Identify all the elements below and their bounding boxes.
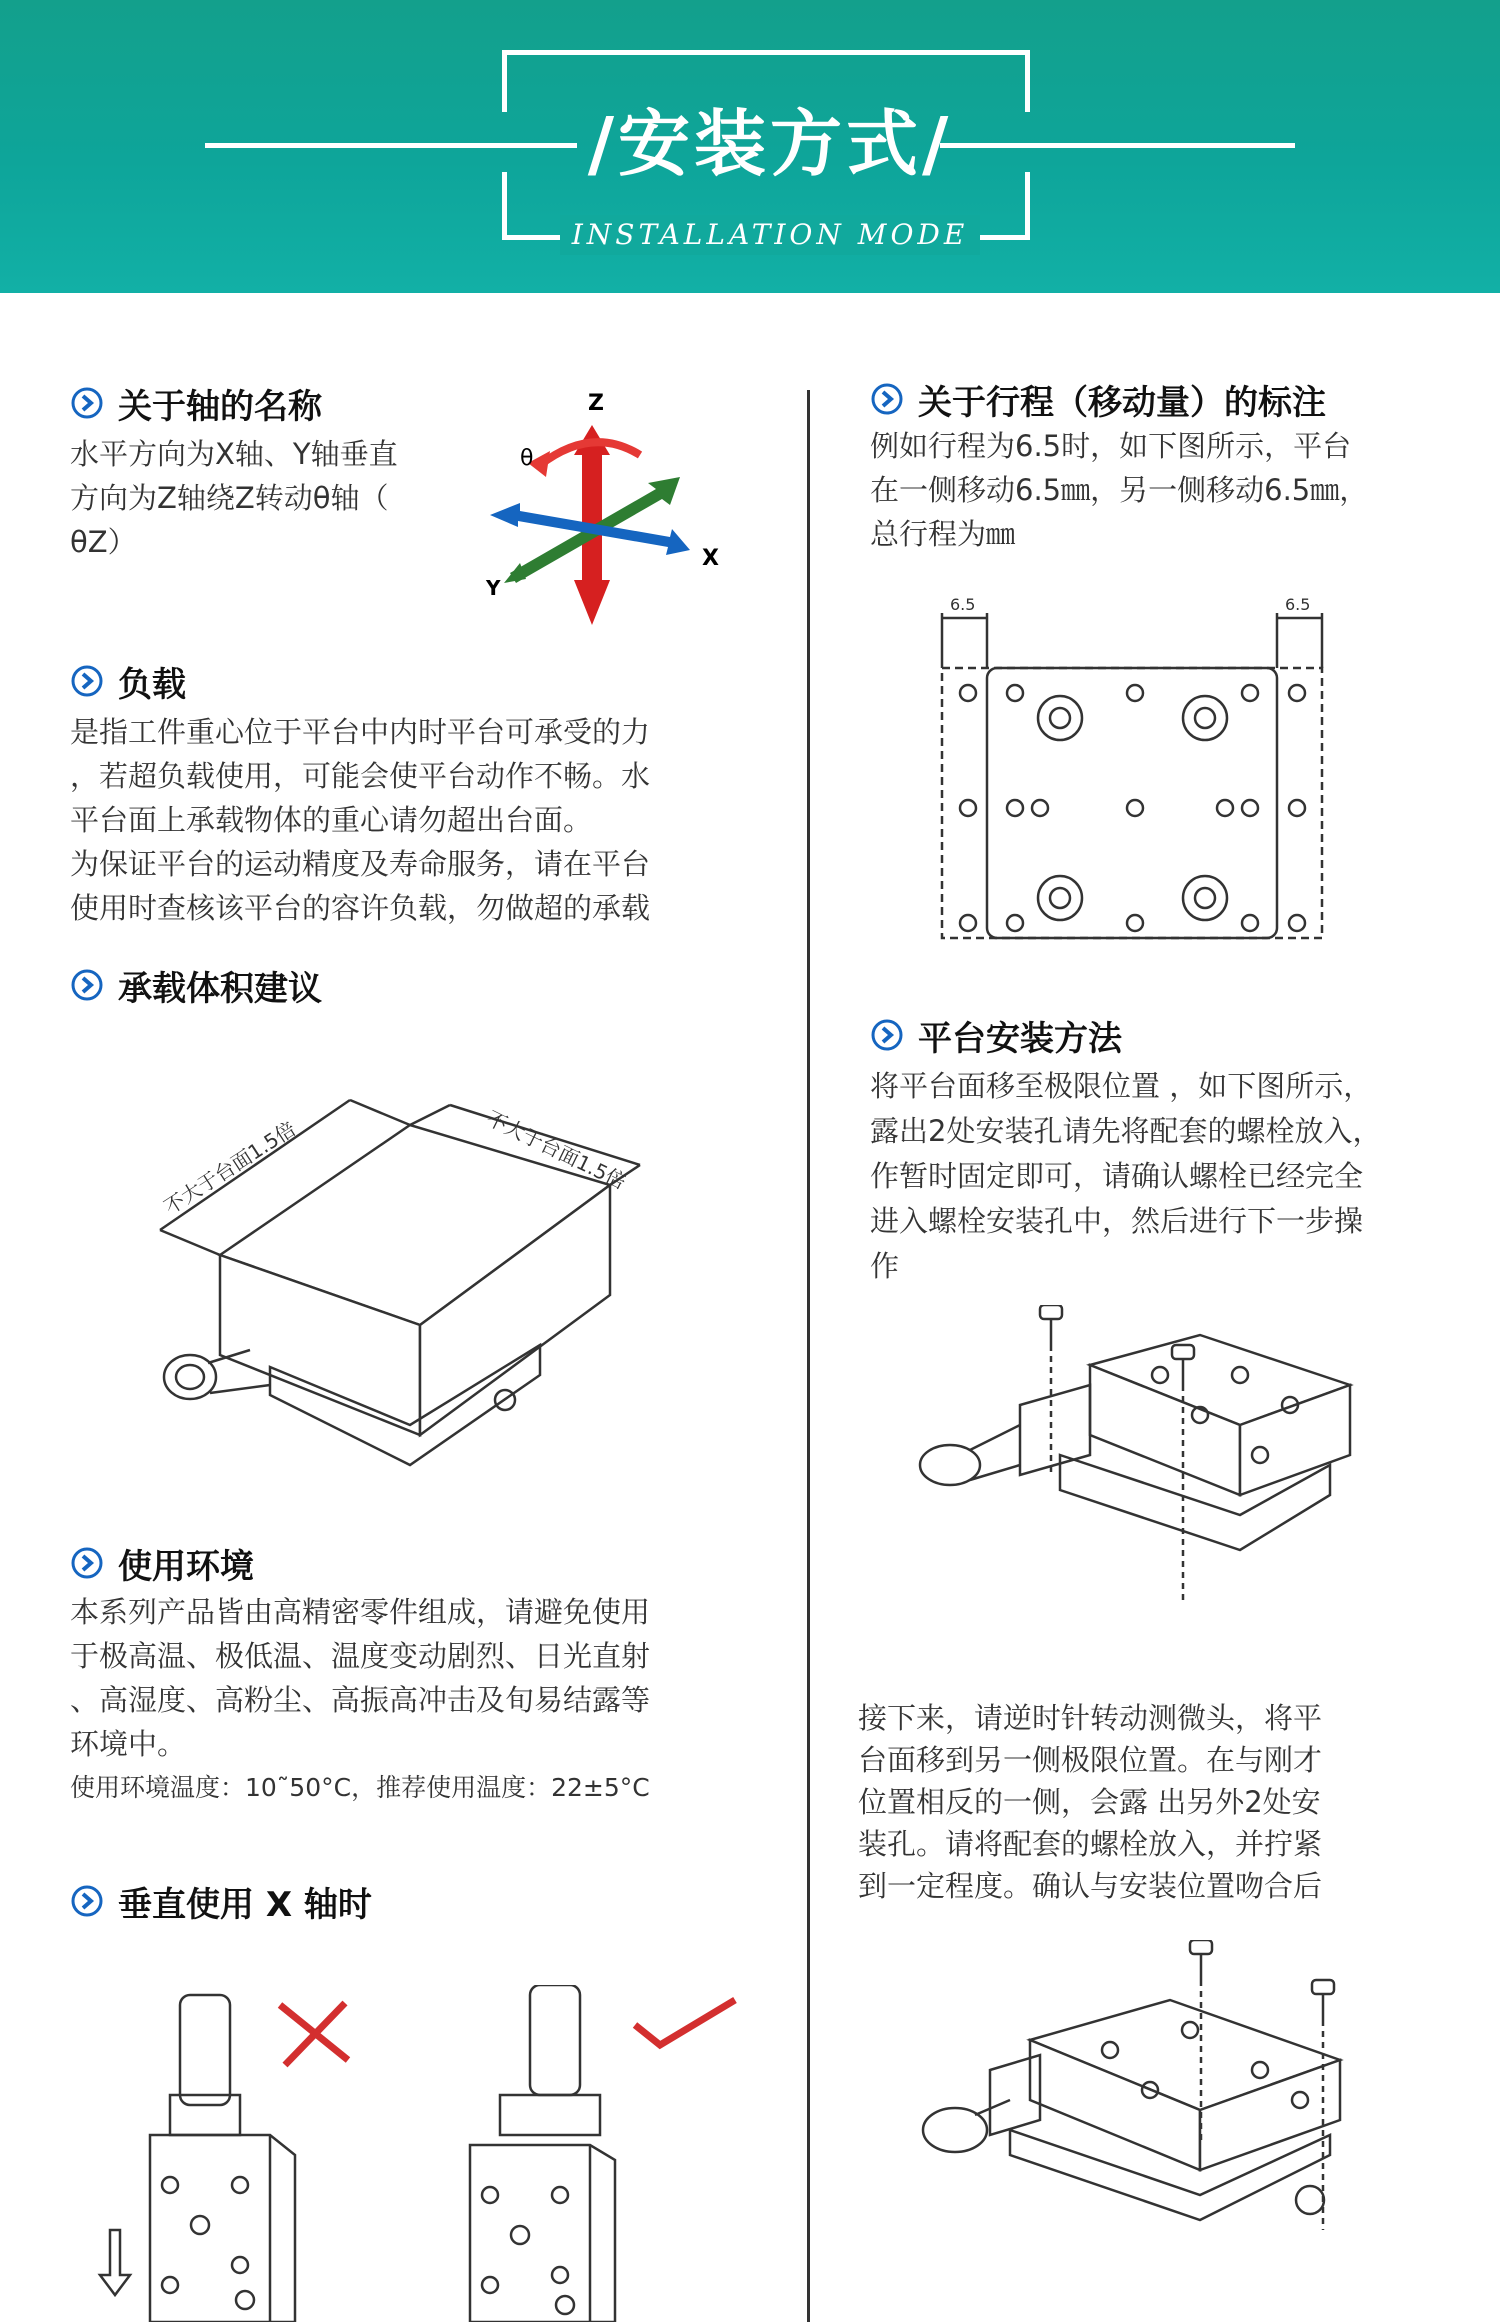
axis-label-z: Z: [588, 391, 604, 416]
section-title: 负载: [118, 664, 186, 705]
chevron-circle-icon: [70, 968, 104, 1002]
chevron-circle-icon: [70, 664, 104, 698]
section-environment: [70, 1538, 770, 1808]
section-install-step2: [858, 1697, 1478, 1907]
section-body: 接下来，请逆时针转动测微头，将平 台面移到另一侧极限位置。在与刚才 位置相反的一侧，会露 出另外2处安 装孔。请将配套的螺栓放入，并拧紧 到一定程度。确认与安装位置吻合后: [858, 1701, 1323, 1903]
section-title: 使用环境: [118, 1546, 254, 1587]
section-title: 平台安装方法: [918, 1018, 1122, 1059]
section-load: [70, 656, 770, 930]
chevron-circle-icon: [70, 1884, 104, 1918]
section-stroke: [870, 374, 1470, 556]
install-step2-diagram: [910, 1940, 1360, 2240]
section-volume: [70, 960, 770, 1010]
section-body: 本系列产品皆由高精密零件组成，请避免使用 于极高温、极低温、温度变动剧烈、日光直射 、高湿度、高粉尘、高振高冲击及旬易结露等 环境中。: [70, 1595, 651, 1761]
section-install: [870, 1010, 1470, 1289]
stroke-diagram: [930, 588, 1330, 958]
banner-line-right: [940, 143, 1295, 148]
volume-label-right: 不大于台面1.5倍: [482, 1105, 630, 1195]
chevron-circle-icon: [870, 1018, 904, 1052]
section-body: 是指工件重心位于平台中内时平台可承受的力 ，若超负载使用，可能会使平台动作不畅。水 平台面上承载物体的重心请勿超出台面。 为保证平台的运动精度及寿命服务，请在平台 使用时查核该平台的容许负载，勿做超的承载: [70, 715, 651, 925]
page-subtitle: INSTALLATION MODE: [560, 215, 980, 255]
check-mark-icon: [635, 2000, 735, 2045]
stroke-dim-left: 6.5: [950, 595, 976, 614]
section-axis: [70, 378, 460, 564]
section-vertical: [70, 1876, 770, 1926]
axis-label-theta: θ: [520, 446, 534, 471]
section-title: 关于轴的名称: [118, 386, 322, 427]
section-title: 关于行程（移动量）的标注: [918, 382, 1326, 423]
axis-label-y: Y: [486, 576, 501, 600]
axis-diagram: [480, 385, 730, 635]
header-banner: [0, 0, 1500, 293]
section-body: 水平方向为X轴、Y轴垂直 方向为Z轴绕Z转动θ轴（ θZ）: [70, 437, 398, 559]
section-body: 将平台面移至极限位置 ，如下图所示， 露出2处安装孔请先将配套的螺栓放入， 作暂时固定即可，请确认螺栓已经完全 进入螺栓安装孔中，然后进行下一步操 作: [870, 1069, 1382, 1283]
install-step1-diagram: [910, 1305, 1360, 1605]
axis-label-x: X: [702, 546, 719, 571]
chevron-circle-icon: [70, 386, 104, 420]
chevron-circle-icon: [870, 382, 904, 416]
wrong-mark-icon: [280, 2003, 348, 2065]
volume-label-left: 不大于台面1.5倍: [159, 1116, 301, 1220]
column-divider: [807, 390, 810, 2322]
page-title: /安装方式/: [587, 102, 953, 186]
volume-diagram: [140, 1095, 700, 1485]
section-body: 例如行程为6.5时，如下图所示，平台 在一侧移动6.5㎜，另一侧移动6.5㎜， 总行程为㎜: [870, 429, 1369, 551]
vertical-use-diagram: [90, 1985, 770, 2322]
section-title: 垂直使用 X 轴时: [118, 1884, 372, 1925]
temperature-note: 使用环境温度：10˜50°C，推荐使用温度：22±5°C: [70, 1773, 650, 1802]
banner-line-left: [205, 143, 577, 148]
chevron-circle-icon: [70, 1546, 104, 1580]
stroke-dim-right: 6.5: [1285, 595, 1311, 614]
section-title: 承载体积建议: [118, 968, 322, 1009]
